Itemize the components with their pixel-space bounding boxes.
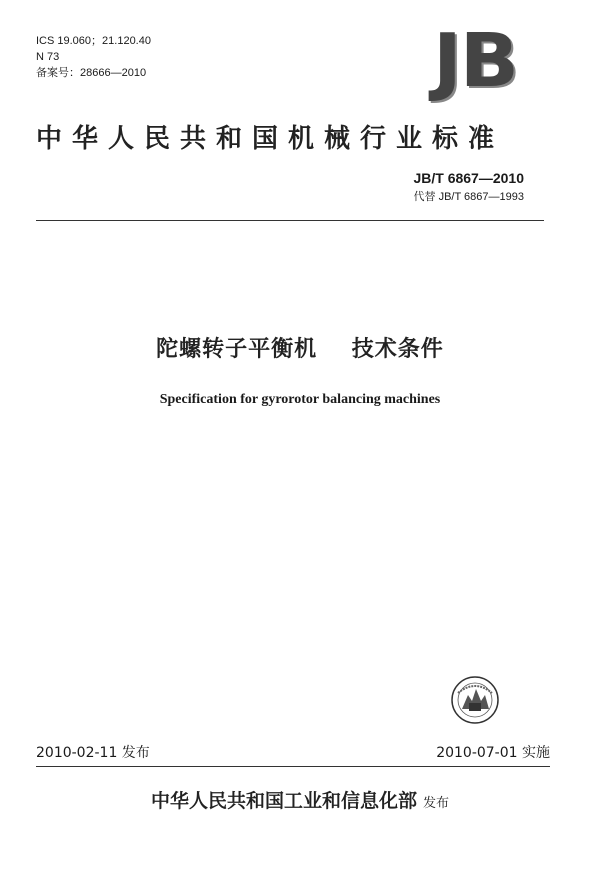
document-title-en: Specification for gyrorotor balancing machines: [159, 392, 441, 407]
bottom-divider: [36, 766, 550, 767]
ministry-seal-icon: [450, 675, 500, 725]
industry-standard-heading: 中华人民共和国机械行业标准: [36, 124, 505, 154]
ics-code: ICS 19.060；21.120.40: [36, 35, 151, 47]
record-number: 备案号：28666—2010: [36, 67, 147, 79]
document-title-cn: 陀螺转子平衡机 技术条件: [156, 337, 444, 362]
implementation-date: 2010-07-01 实施: [436, 745, 550, 761]
top-divider: [36, 220, 544, 221]
issuer-name: 中华人民共和国工业和信息化部: [150, 790, 417, 812]
replaces-standard: 代替 JB/T 6867—1993: [413, 191, 524, 203]
classification-code: N 73: [36, 51, 60, 63]
issue-date: 2010-02-11 发布: [36, 745, 150, 761]
jb-logo: JB: [433, 18, 517, 104]
standard-number: JB/T 6867—2010: [413, 170, 524, 186]
issuer-suffix: 发布: [423, 796, 450, 811]
issuing-authority: [0, 786, 600, 813]
